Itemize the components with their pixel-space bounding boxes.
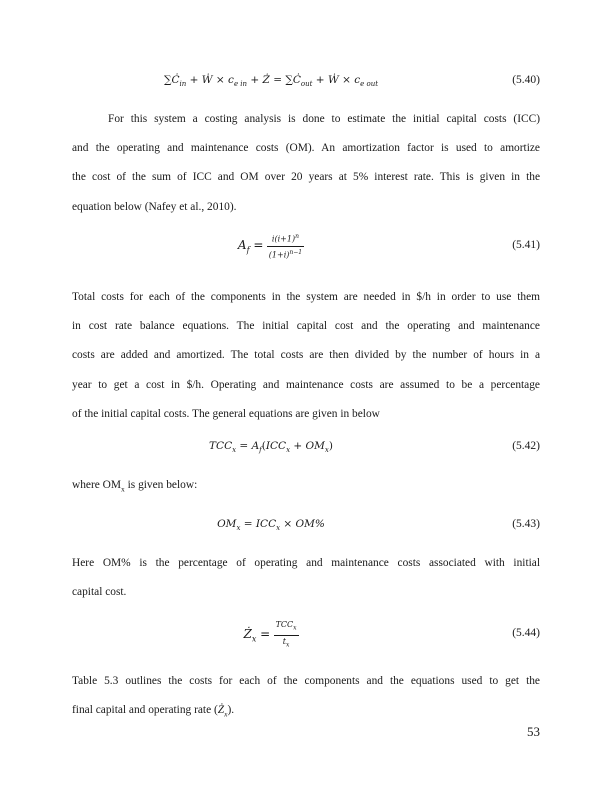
equation-number: (5.41) [512, 239, 540, 251]
text-line: and the operating and maintenance costs (OM). An amortization factor is used to amortize [72, 142, 540, 155]
equation-5-43-formula: $OM_x = ICC_x \times OM\%$ [217, 518, 325, 533]
equation-5-41 [72, 232, 540, 258]
amortization-fraction: $\frac{i(i+1)^n}{(1+i)^{n-1}}$ [268, 233, 303, 260]
paragraph-where-om [72, 478, 540, 507]
cost-rate-fraction: $\frac{TCC_x}{t_x}$ [275, 620, 297, 649]
text-line: Here OM% is the percentage of operating and maintenance costs associated with initial [72, 557, 540, 569]
equation-5-41-formula: $A_f$ = $\frac{i(i+1)^n}{(1+i)^{n-1}}$ [237, 233, 303, 260]
paragraph-om-percentage [72, 556, 540, 614]
text-line: year to get a cost in $/h. Operating and maintenance costs are assumed to be a percentage [72, 378, 540, 391]
text-line: the cost of the sum of ICC and OM over 20 years at 5% interest rate. This is given in the [72, 171, 540, 184]
equation-5-40-formula: $\sum Ċ_{in}$ + Ẇ × $c_{e in}$ + Ż = $\sum Ċ_{out}$ + Ẇ × $c_{e out}$ [163, 74, 379, 89]
page-number: 53 [527, 724, 540, 739]
text-line: final capital and operating rate $(Ż_x)$. [72, 704, 235, 719]
text-line: equation below (Nafey et al., 2010). [72, 200, 237, 213]
text-line: in cost rate balance equations. The initial capital cost and the operating and maintenance [72, 320, 540, 333]
equation-number: (5.44) [512, 627, 540, 639]
equation-number: (5.43) [512, 518, 540, 530]
equation-5-44-formula: $Ż_x$ = $\frac{TCC_x}{t_x}$ [243, 620, 297, 649]
text-line: where $OM_x$ is given below: [72, 479, 198, 494]
equation-number: (5.40) [512, 74, 540, 86]
equation-number: (5.42) [512, 440, 540, 452]
equation-5-42 [72, 433, 540, 459]
equation-5-40 [72, 67, 540, 93]
text-line: Total costs for each of the components in the system are needed in $/h in order to use them [72, 291, 540, 303]
paragraph-costing-analysis [72, 112, 540, 229]
text-line: capital cost. [72, 586, 127, 599]
text-line: Table 5.3 outlines the costs for each of the components and the equations used to get the [72, 675, 540, 687]
equation-5-44 [72, 620, 540, 649]
text-line: For this system a costing analysis is done to estimate the initial capital costs (ICC) [108, 113, 540, 125]
equation-5-43 [72, 511, 540, 537]
text-line: costs are added and amortized. The total costs are then divided by the number of hours in a [72, 349, 540, 362]
equation-5-42-formula: $TCC_x = A_f(ICC_x + OM_x)$ [209, 440, 333, 455]
paragraph-total-costs [72, 290, 540, 436]
paragraph-table-reference [72, 674, 540, 732]
text-line: of the initial capital costs. The general equations are given in below [72, 407, 380, 420]
